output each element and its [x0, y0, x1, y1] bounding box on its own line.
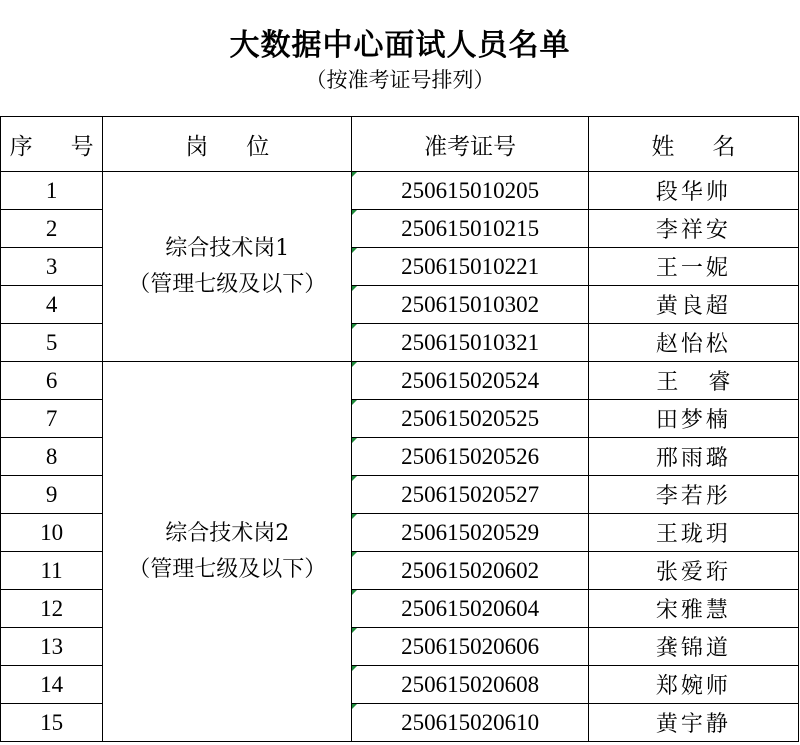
name-cell: 李若彤: [588, 476, 798, 514]
exam-id-cell: 250615010221: [352, 248, 588, 286]
name-cell: 赵怡松: [588, 324, 798, 362]
exam-id-cell: 250615010302: [352, 286, 588, 324]
name-cell: 王一妮: [588, 248, 798, 286]
seq-cell: 10: [1, 514, 103, 552]
header-seq: 序 号: [1, 117, 103, 172]
exam-id-cell: 250615020608: [352, 666, 588, 704]
exam-id-cell: 250615020610: [352, 704, 588, 742]
exam-id-cell: 250615010215: [352, 210, 588, 248]
name-cell: 黄宇静: [588, 704, 798, 742]
exam-id-cell: 250615020527: [352, 476, 588, 514]
exam-id-cell: 250615020602: [352, 552, 588, 590]
name-cell: 龚锦道: [588, 628, 798, 666]
name-cell: 邢雨璐: [588, 438, 798, 476]
exam-id-cell: 250615010205: [352, 172, 588, 210]
page-title: 大数据中心面试人员名单: [229, 28, 571, 63]
name-cell: 张爱珩: [588, 552, 798, 590]
name-cell: 郑婉师: [588, 666, 798, 704]
seq-cell: 3: [1, 248, 103, 286]
name-cell: 王 睿: [588, 362, 798, 400]
seq-cell: 1: [1, 172, 103, 210]
position-cell: 综合技术岗1 （管理七级及以下）: [103, 172, 352, 362]
seq-cell: 12: [1, 590, 103, 628]
position-cell: 综合技术岗2 （管理七级及以下）: [103, 362, 352, 742]
exam-id-cell: 250615020524: [352, 362, 588, 400]
name-cell: 段华帅: [588, 172, 798, 210]
seq-cell: 13: [1, 628, 103, 666]
exam-id-cell: 250615020529: [352, 514, 588, 552]
exam-id-cell: 250615010321: [352, 324, 588, 362]
name-cell: 李祥安: [588, 210, 798, 248]
seq-cell: 11: [1, 552, 103, 590]
seq-cell: 8: [1, 438, 103, 476]
exam-id-cell: 250615020525: [352, 400, 588, 438]
name-cell: 田梦楠: [588, 400, 798, 438]
header-name: 姓 名: [588, 117, 798, 172]
table-row: [1, 172, 799, 210]
header-row: [1, 117, 799, 172]
page-subtitle: （按准考证号排列）: [305, 68, 495, 92]
seq-cell: 7: [1, 400, 103, 438]
seq-cell: 9: [1, 476, 103, 514]
exam-id-cell: 250615020526: [352, 438, 588, 476]
header-position: 岗 位: [103, 117, 352, 172]
table-row: [1, 362, 799, 400]
exam-id-cell: 250615020606: [352, 628, 588, 666]
name-cell: 黄良超: [588, 286, 798, 324]
seq-cell: 15: [1, 704, 103, 742]
header-exam-id: 准考证号: [352, 117, 588, 172]
seq-cell: 6: [1, 362, 103, 400]
seq-cell: 2: [1, 210, 103, 248]
seq-cell: 14: [1, 666, 103, 704]
exam-id-cell: 250615020604: [352, 590, 588, 628]
interview-table: [0, 116, 799, 742]
name-cell: 王珑玥: [588, 514, 798, 552]
seq-cell: 5: [1, 324, 103, 362]
name-cell: 宋雅慧: [588, 590, 798, 628]
seq-cell: 4: [1, 286, 103, 324]
